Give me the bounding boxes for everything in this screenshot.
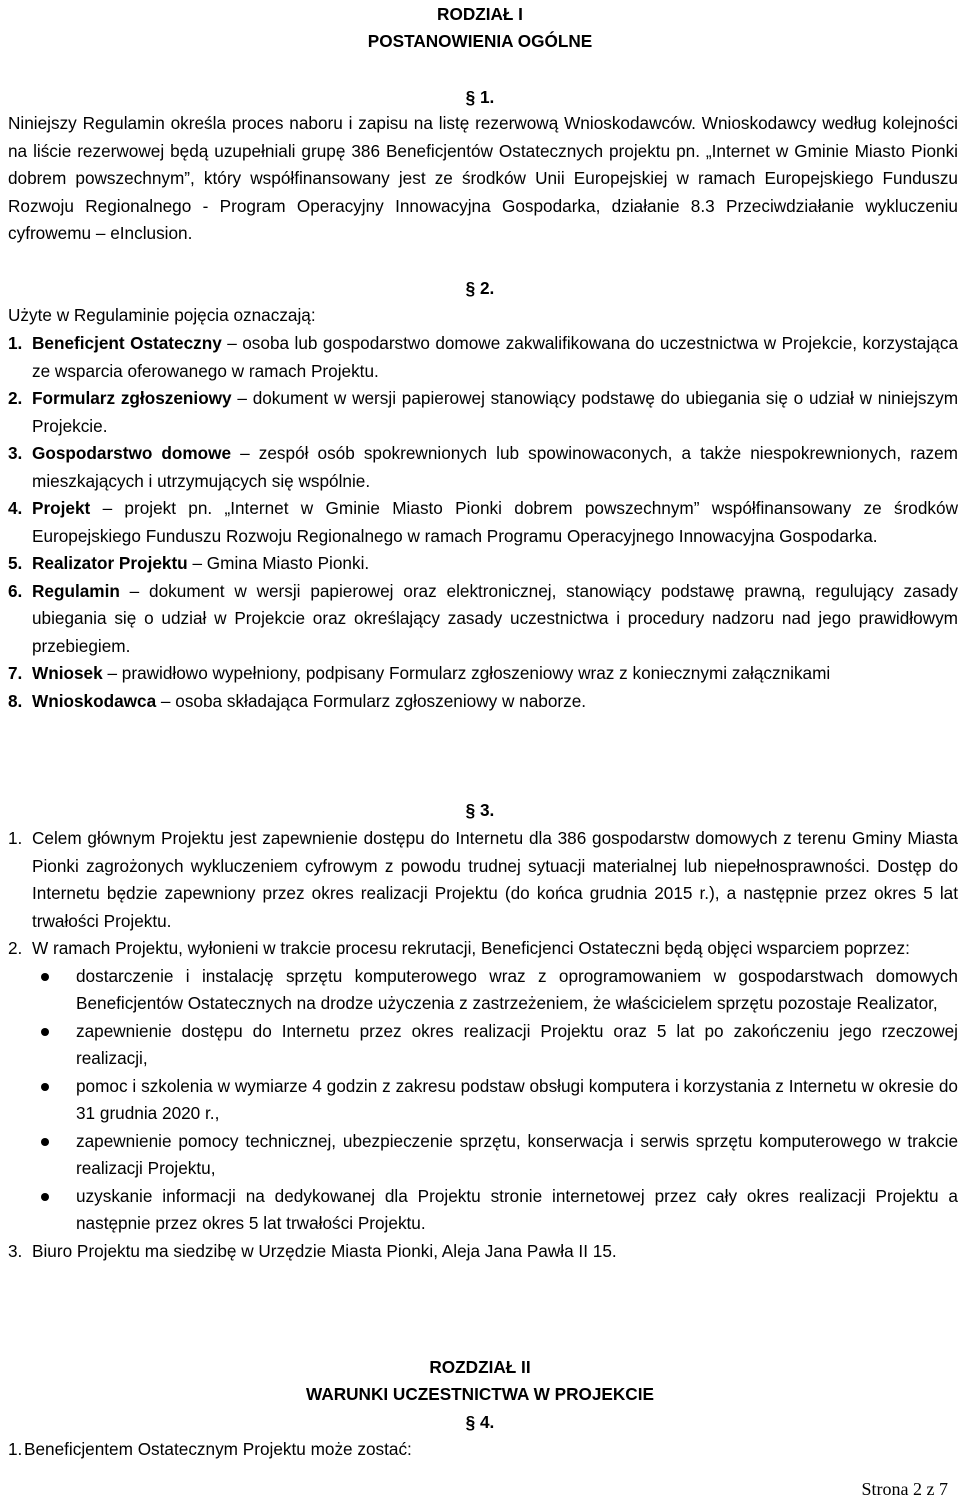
item-number: 1. <box>8 828 23 848</box>
section-heading: § 4. <box>465 1412 495 1432</box>
bullet-text: uzyskanie informacji na dedykowanej dla Projektu stronie internetowej przez cały okres realizacji Projektu a następnie przez okres 5 lat trwałości Projektu. <box>76 1185 958 1233</box>
bullet-text: dostarczenie i instalację sprzętu komputerowego wraz z oprogramowaniem w gospodarstwach domowych Beneficjentów Ostatecznych na drodze użyczenia z zastrzeżeniem, że właścicielem sprzętu pozostaje Realizator, <box>76 965 958 1013</box>
item-number: 1. <box>8 1439 23 1459</box>
list-item <box>8 688 958 716</box>
bullet-icon <box>41 973 49 981</box>
bullet-icon <box>41 1193 49 1201</box>
list-item <box>8 385 958 440</box>
bullet-item <box>8 1128 958 1183</box>
item-text: Beneficjentem Ostatecznym Projektu może zostać: <box>24 1439 412 1459</box>
term: Wnioskodawca <box>32 690 157 711</box>
bullet-item <box>8 1018 958 1073</box>
item-number: 2. <box>8 938 23 958</box>
term: Formularz zgłoszeniowy <box>32 388 232 408</box>
list-item <box>8 330 958 385</box>
bullet-text: zapewnienie pomocy technicznej, ubezpieczenie sprzętu, konserwacja i serwis sprzętu komputerowego w trakcie realizacji Projektu, <box>76 1130 958 1178</box>
chapter-subtitle: WARUNKI UCZESTNICTWA W PROJEKCIE <box>306 1384 654 1404</box>
item-number: 3. <box>8 443 23 463</box>
list-item <box>8 660 958 688</box>
bullet-icon <box>41 1138 49 1146</box>
item-number: 8. <box>8 690 23 711</box>
goals-list <box>8 825 958 1265</box>
term-definition: – dokument w wersji papierowej stanowiący podstawę do ubiegania się o udział w niniejszym Projekcie. <box>32 388 959 436</box>
section-heading: § 2. <box>465 278 495 298</box>
list-item <box>8 1238 958 1266</box>
list-item <box>8 578 958 661</box>
item-number: 5. <box>8 553 23 573</box>
item-text: Celem głównym Projektu jest zapewnienie dostępu do Internetu dla 386 gospodarstw domowych z terenu Gminy Miasta Pionki zagrożonych wykluczeniem cyfrowym z powodu trudnej sytuacji materialnej lub niepełnosprawności. Dostęp do Internetu będzie zapewniony przez okres realizacji Projektu (do końca grudnia 2015 r.), a następnie przez okres 5 lat trwałości Projektu. <box>32 828 958 931</box>
term: Regulamin <box>32 580 120 601</box>
term-definition: – prawidłowo wypełniony, podpisany Formularz zgłoszeniowy wraz z koniecznymi załącznikami <box>102 663 831 683</box>
term: Realizator Projektu <box>32 553 188 573</box>
support-bullet-list <box>8 963 958 1238</box>
item-text: Biuro Projektu ma siedzibę w Urzędzie Miasta Pionki, Aleja Jana Pawła II 15. <box>32 1240 617 1261</box>
term-definition: – osoba składająca Formularz zgłoszeniowy w naborze. <box>156 690 587 711</box>
list-item <box>8 550 958 578</box>
term-definition: – dokument w wersji papierowej oraz elektronicznej, stanowiący podstawę prawną, regulujący zasady ubiegania się o udział w Projekcie oraz określający zasady uczestnictwa i procedury nadzoru nad jego prawidłowym przebiegiem. <box>32 580 958 656</box>
term-definition: – Gmina Miasto Pionki. <box>187 553 370 573</box>
list-item <box>8 440 958 495</box>
section-paragraph: Niniejszy Regulamin określa proces naboru i zapisu na listę rezerwową Wnioskodawców. Wnioskodawcy według kolejności na liście rezerwowej będą uzupełniali grupę 386 Beneficjentów Ostatecznych projektu pn. „Internet w Gminie Miasto Pionki dobrem powszechnym”, który współfinansowany jest ze środków Unii Europejskiej w ramach Europejskiego Funduszu Rozwoju Regionalnego - Program Operacyjny Innowacyjna Gospodarka, działanie 8.3 Przeciwdziałanie wykluczeniu cyfrowemu – eInclusion. <box>8 113 958 243</box>
bullet-item <box>8 963 958 1018</box>
term: Projekt <box>32 498 91 518</box>
chapter-title: ROZDZIAŁ II <box>429 1357 531 1377</box>
list-item <box>8 935 958 963</box>
chapter-subtitle: POSTANOWIENIA OGÓLNE <box>367 31 593 51</box>
section-heading: § 1. <box>465 87 495 107</box>
term-definition: – zespół osób spokrewnionych lub spowinowaconych, a także niespokrewnionych, razem mieszkających i utrzymujących się wspólnie. <box>32 443 958 491</box>
item-number: 6. <box>8 580 23 601</box>
item-number: 4. <box>8 498 23 518</box>
bullet-item <box>8 1073 958 1128</box>
bullet-text: pomoc i szkolenia w wymiarze 4 godzin z zakresu podstaw obsługi komputera i korzystania z Internetu w okresie do 31 grudnia 2020 r., <box>76 1075 958 1123</box>
chapter-title: RODZIAŁ I <box>437 4 523 24</box>
list-item <box>8 495 958 550</box>
term: Wniosek <box>32 663 103 683</box>
eligibility-list <box>8 1436 958 1464</box>
item-text: W ramach Projektu, wyłonieni w trakcie procesu rekrutacji, Beneficjenci Ostateczni będą objęci wsparciem poprzez: <box>32 938 910 958</box>
bullet-icon <box>41 1083 49 1091</box>
term: Gospodarstwo domowe <box>32 443 232 463</box>
item-number: 1. <box>8 333 23 353</box>
bullet-text: zapewnienie dostępu do Internetu przez okres realizacji Projektu oraz 5 lat po zakończeniu jego rzeczowej realizacji, <box>76 1020 958 1068</box>
item-number: 3. <box>8 1240 23 1261</box>
term-definition: – projekt pn. „Internet w Gminie Miasto Pionki dobrem powszechnym” współfinansowany ze środków Europejskiego Funduszu Rozwoju Regionalnego w ramach Programu Operacyjnego Innowacyjna Gospodarka. <box>32 498 958 546</box>
definitions-list <box>8 330 958 715</box>
list-item <box>8 825 958 935</box>
page-number: Strona 2 z 7 <box>861 1479 948 1499</box>
bullet-item <box>8 1183 958 1238</box>
section-heading: § 3. <box>465 800 495 820</box>
bullet-icon <box>41 1028 49 1036</box>
item-number: 2. <box>8 388 23 408</box>
item-number: 7. <box>8 663 23 683</box>
list-item <box>8 1436 958 1464</box>
term-definition: – osoba lub gospodarstwo domowe zakwalifikowana do uczestnictwa w Projekcie, korzystająca ze wsparcia oferowanego w ramach Projektu. <box>32 333 958 381</box>
definitions-intro: Użyte w Regulaminie pojęcia oznaczają: <box>8 305 316 325</box>
term: Beneficjent Ostateczny <box>32 333 222 353</box>
